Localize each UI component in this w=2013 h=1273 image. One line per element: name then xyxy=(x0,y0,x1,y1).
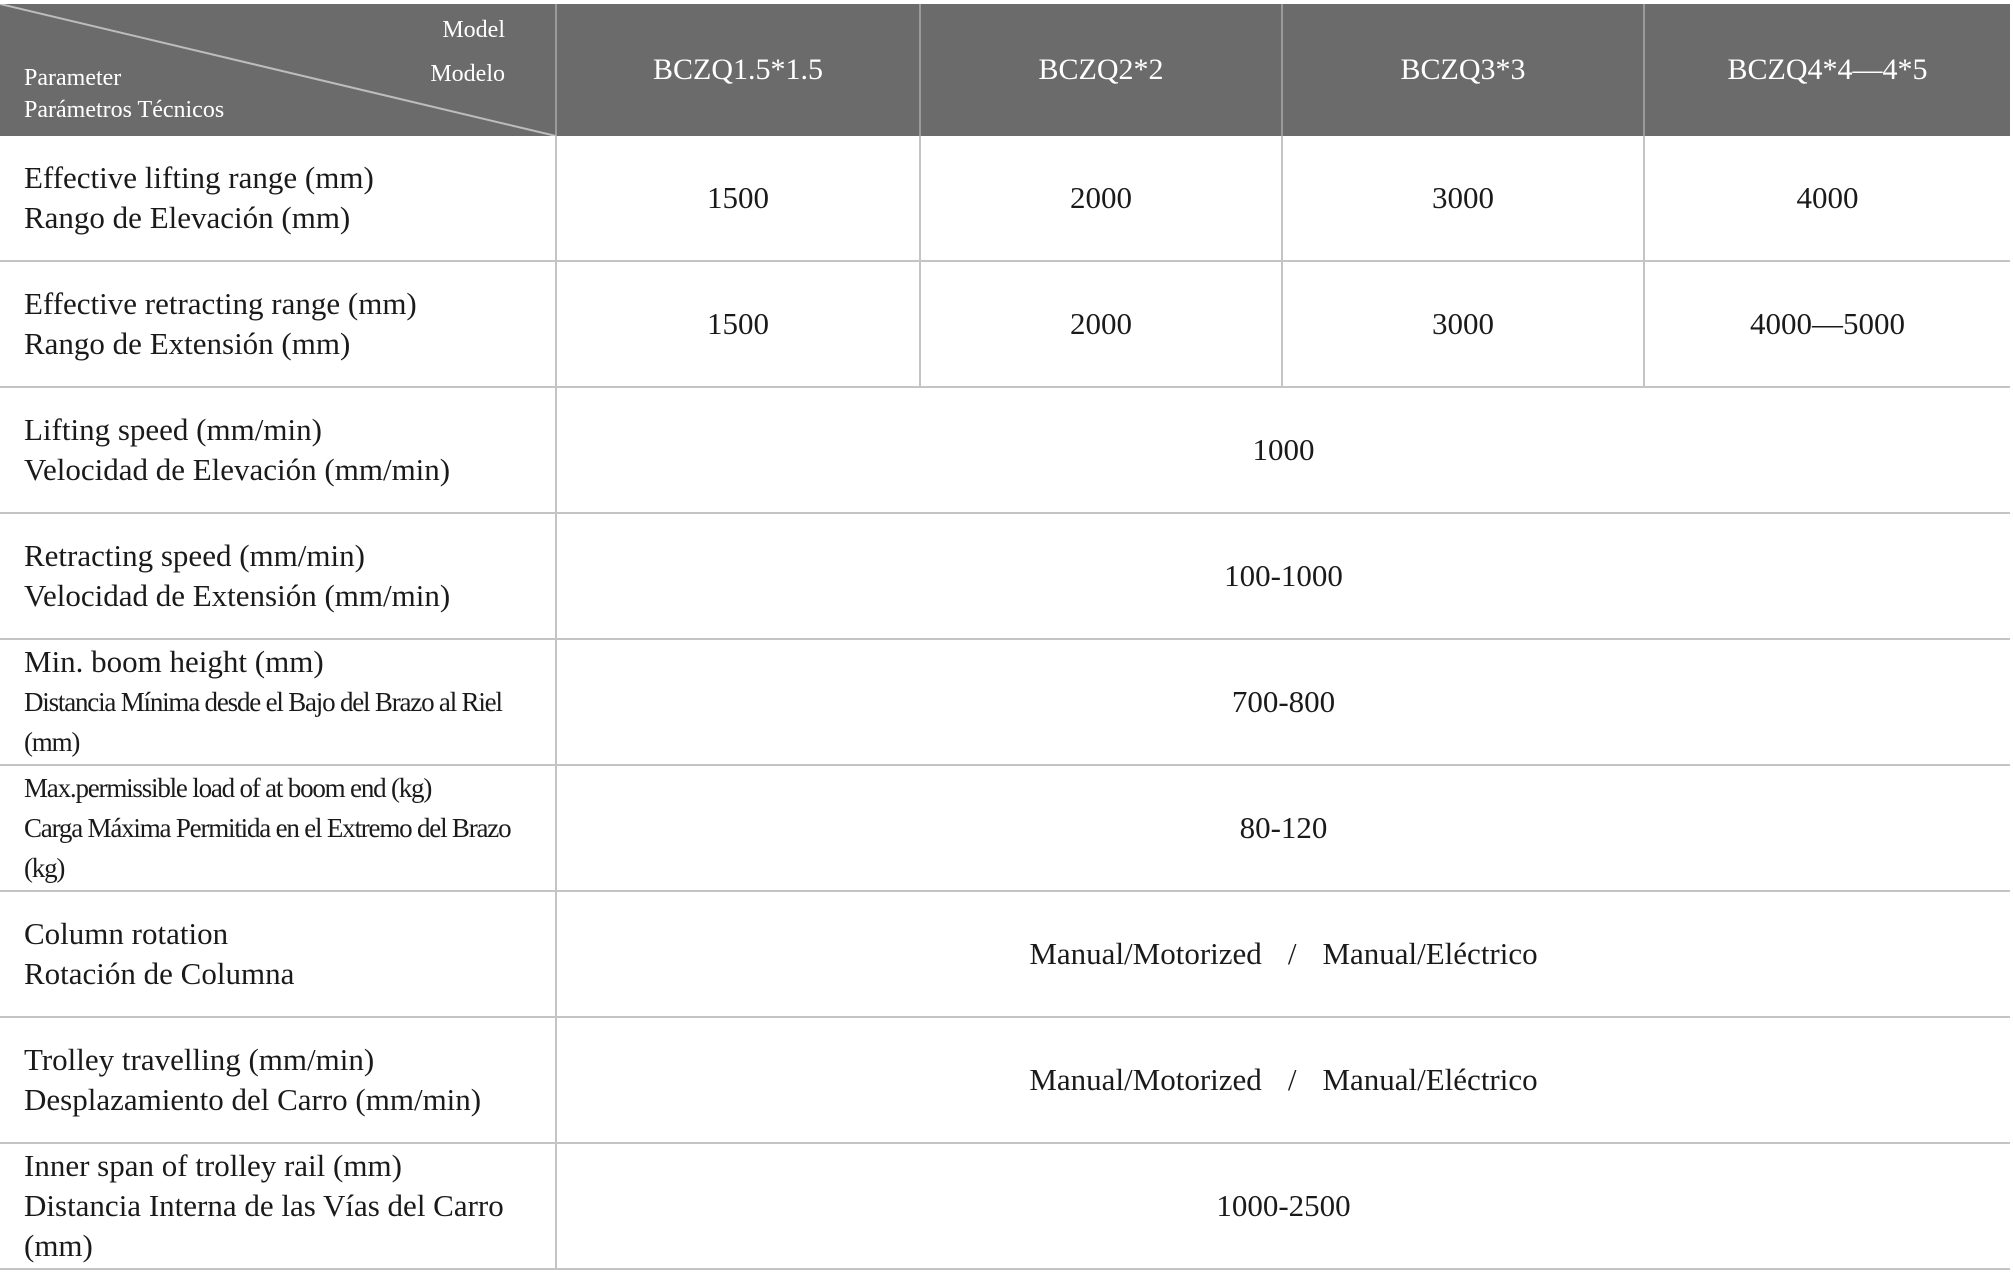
row-label-en: Retracting speed (mm/min) xyxy=(24,538,365,573)
row-label xyxy=(0,639,556,765)
model-header-3: BCZQ3*3 xyxy=(1282,4,1644,136)
row-label-es: Rango de Elevación (mm) xyxy=(24,200,351,235)
table-row xyxy=(0,261,2010,387)
corner-header-cell xyxy=(0,4,556,136)
table-row xyxy=(0,1017,2010,1143)
value-cell: 3000 xyxy=(1282,261,1644,387)
value-cell: 1000 xyxy=(556,387,2010,513)
row-label-es: Distancia Mínima desde el Bajo del Brazo al Riel (mm) xyxy=(24,687,502,757)
row-label xyxy=(0,261,556,387)
value-cell: 1000-2500 xyxy=(556,1143,2010,1269)
value-en: Manual/Motorized xyxy=(1029,1062,1262,1097)
row-label-en: Max.permissible load of at boom end (kg) xyxy=(24,773,432,803)
value-cell: 4000—5000 xyxy=(1644,261,2010,387)
model-header-4: BCZQ4*4—4*5 xyxy=(1644,4,2010,136)
value-es: Manual/Eléctrico xyxy=(1322,936,1538,971)
value-cell: 700-800 xyxy=(556,639,2010,765)
row-label xyxy=(0,136,556,261)
row-label-en: Inner span of trolley rail (mm) xyxy=(24,1148,402,1183)
value-cell: 2000 xyxy=(920,261,1282,387)
table-row xyxy=(0,513,2010,639)
value-cell xyxy=(556,891,2010,1017)
value-es: Manual/Eléctrico xyxy=(1322,1062,1538,1097)
value-cell: 80-120 xyxy=(556,765,2010,891)
row-label xyxy=(0,1017,556,1143)
row-label-es: Desplazamiento del Carro (mm/min) xyxy=(24,1082,482,1117)
table-row xyxy=(0,1143,2010,1269)
spec-table xyxy=(0,4,2010,1270)
row-label xyxy=(0,765,556,891)
row-label xyxy=(0,387,556,513)
value-en: Manual/Motorized xyxy=(1029,936,1262,971)
parameter-label-es: Parámetros Técnicos xyxy=(24,97,225,123)
value-separator: / xyxy=(1287,936,1297,971)
row-label-es: Rotación de Columna xyxy=(24,956,295,991)
value-cell xyxy=(556,1017,2010,1143)
row-label-es: Rango de Extensión (mm) xyxy=(24,326,351,361)
model-header-1: BCZQ1.5*1.5 xyxy=(556,4,920,136)
row-label-es: Velocidad de Elevación (mm/min) xyxy=(24,452,451,487)
row-label-es: Carga Máxima Permitida en el Extremo del Brazo (kg) xyxy=(24,813,511,883)
parameter-label-en: Parameter xyxy=(24,65,122,91)
table-row xyxy=(0,891,2010,1017)
table-row xyxy=(0,765,2010,891)
model-label-es: Modelo xyxy=(430,61,505,87)
row-label-en: Column rotation xyxy=(24,916,229,951)
row-label-en: Effective lifting range (mm) xyxy=(24,160,374,195)
value-cell: 1500 xyxy=(556,136,920,261)
row-label-en: Trolley travelling (mm/min) xyxy=(24,1042,375,1077)
row-label-es: Velocidad de Extensión (mm/min) xyxy=(24,578,451,613)
value-cell: 4000 xyxy=(1644,136,2010,261)
row-label xyxy=(0,1143,556,1269)
value-separator: / xyxy=(1287,1062,1297,1097)
header-row xyxy=(0,4,2010,136)
row-label-es: Distancia Interna de las Vías del Carro (mm) xyxy=(24,1188,504,1263)
value-cell: 2000 xyxy=(920,136,1282,261)
table-row xyxy=(0,136,2010,261)
value-cell: 3000 xyxy=(1282,136,1644,261)
model-label-en: Model xyxy=(442,17,505,43)
row-label xyxy=(0,513,556,639)
table-row xyxy=(0,639,2010,765)
row-label-en: Effective retracting range (mm) xyxy=(24,286,417,321)
value-cell: 100-1000 xyxy=(556,513,2010,639)
table-row xyxy=(0,387,2010,513)
model-header-2: BCZQ2*2 xyxy=(920,4,1282,136)
row-label xyxy=(0,891,556,1017)
value-cell: 1500 xyxy=(556,261,920,387)
row-label-en: Min. boom height (mm) xyxy=(24,644,324,679)
row-label-en: Lifting speed (mm/min) xyxy=(24,412,322,447)
